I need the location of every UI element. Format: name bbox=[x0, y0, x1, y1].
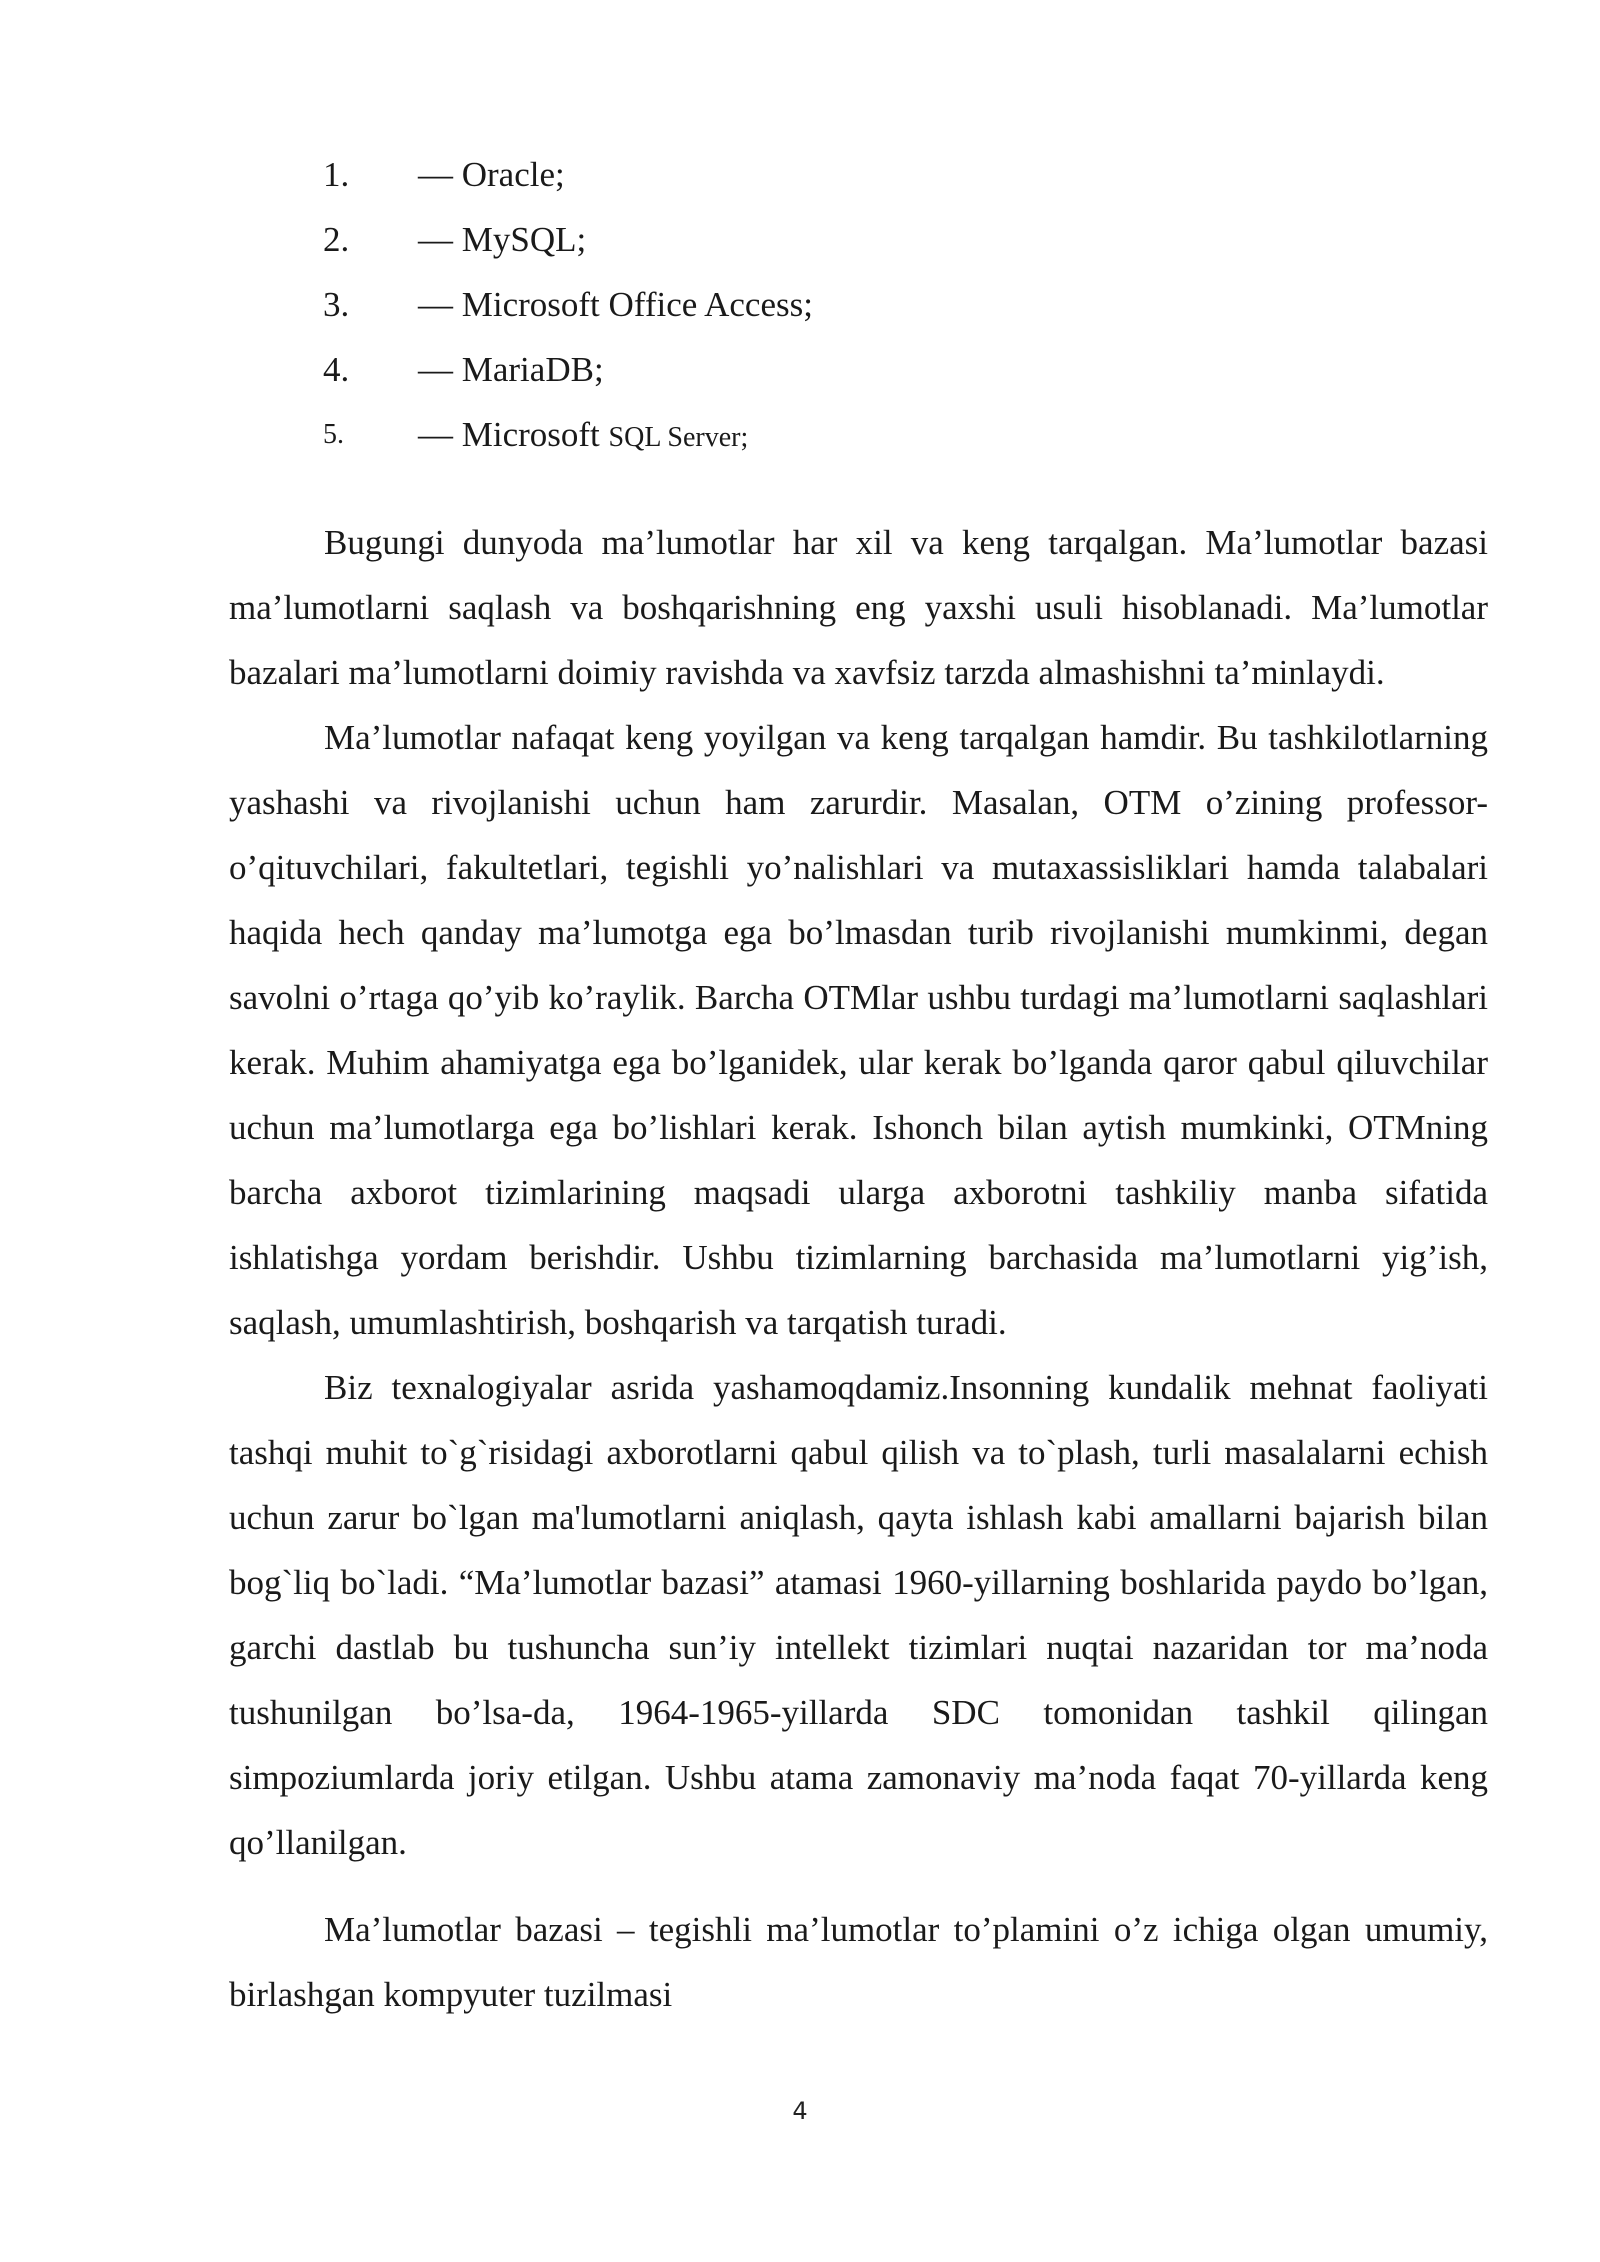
list-item-number: 4. bbox=[323, 350, 350, 389]
list-item bbox=[323, 278, 1223, 343]
list-item-text-suffix: SQL Server; bbox=[608, 422, 749, 453]
list-item bbox=[323, 343, 1223, 408]
list-item bbox=[323, 408, 1223, 473]
dbms-list bbox=[323, 148, 1223, 473]
list-item-text bbox=[418, 408, 748, 465]
list-item-text: — MySQL; bbox=[418, 220, 587, 259]
page-number: 4 bbox=[792, 2097, 808, 2125]
list-item-text: — MariaDB; bbox=[418, 350, 604, 389]
list-item-number: 5. bbox=[323, 419, 344, 450]
list-item-text-main: — Microsoft bbox=[418, 415, 609, 454]
list-item-text: — Microsoft Office Access; bbox=[418, 285, 813, 324]
paragraph-3: Biz texnalogiyalar asrida yashamoqdamiz.Insonning kundalik mehnat faoliyati tashqi muhit to`g`risidagi axborotlarni qabul qilish va to`plash, turli masalalarni echish uchun zarur bo`lgan ma'lumotlarni aniqlash, qayta ishlash kabi amallarni bajarish bilan bog`liq bo`ladi. “Ma’lumotlar bazasi” atamasi 1960-yillarning boshlarida paydo bo’lgan, garchi dastlab bu tushuncha sun’iy intellekt tizimlari nuqtai nazaridan tor ma’noda tushunilgan bo’lsa-da, 1964-1965-yillarda SDC tomonidan tashkil qilingan simpoziumlarda joriy etilgan. Ushbu atama zamonaviy ma’noda faqat 70-yillarda keng qo’llanilgan. bbox=[229, 1368, 1488, 1862]
body-text bbox=[229, 510, 1488, 2027]
list-item-text: — Oracle; bbox=[418, 155, 565, 194]
paragraph-1: Bugungi dunyoda ma’lumotlar har xil va keng tarqalgan. Ma’lumotlar bazasi ma’lumotlarni saqlash va boshqarishning eng yaxshi usuli hisoblanadi. Ma’lumotlar bazalari ma’lumotlarni doimiy ravishda va xavfsiz tarzda almashishni ta’minlaydi. bbox=[229, 523, 1488, 692]
list-item bbox=[323, 148, 1223, 213]
list-item-number: 3. bbox=[323, 285, 350, 324]
paragraph-spacer bbox=[229, 1875, 1488, 1897]
paragraph-2: Ma’lumotlar nafaqat keng yoyilgan va keng tarqalgan hamdir. Bu tashkilotlarning yashashi va rivojlanishi uchun ham zarurdir. Masalan, OTM o’zining professor-o’qituvchilari, fakultetlari, tegishli yo’nalishlari va mutaxassisliklari hamda talabalari haqida hech qanday ma’lumotga ega bo’lmasdan turib rivojlanishi mumkinmi, degan savolni o’rtaga qo’yib ko’raylik. Barcha OTMlar ushbu turdagi ma’lumotlarni saqlashlari kerak. Muhim ahamiyatga ega bo’lganidek, ular kerak bo’lganda qaror qabul qiluvchilar uchun ma’lumotlarga ega bo’lishlari kerak. Ishonch bilan aytish mumkinki, OTMning barcha axborot tizimlarining maqsadi ularga axborotni tashkiliy manba sifatida ishlatishga yordam berishdir. Ushbu tizimlarning barchasida ma’lumotlarni yig’ish, saqlash, umumlashtirish, boshqarish va tarqatish turadi. bbox=[229, 718, 1488, 1342]
paragraph-4: Ma’lumotlar bazasi – tegishli ma’lumotlar to’plamini o’z ichiga olgan umumiy, birlashgan kompyuter tuzilmasi bbox=[229, 1910, 1488, 2014]
list-item-number: 1. bbox=[323, 155, 350, 194]
list-item-number: 2. bbox=[323, 220, 350, 259]
list-item bbox=[323, 213, 1223, 278]
